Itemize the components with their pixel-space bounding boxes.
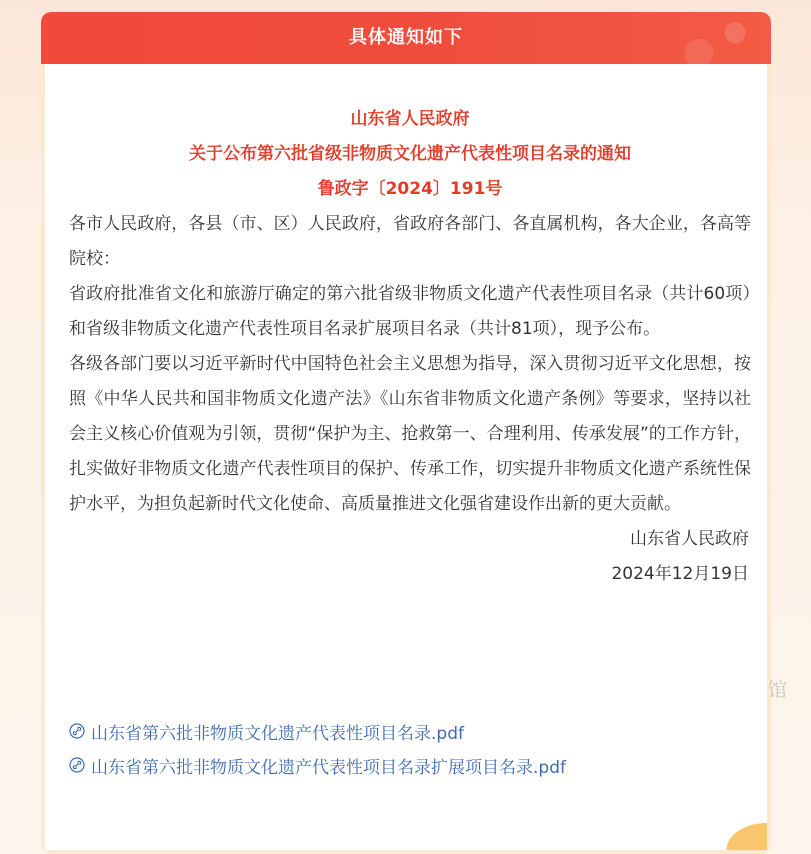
attachment-link-label[interactable]: 山东省第六批非物质文化遗产代表性项目名录扩展项目名录.pdf [91,757,566,778]
attachment-link-label[interactable]: 山东省第六批非物质文化遗产代表性项目名录.pdf [91,723,464,744]
notice-paragraph: 各级各部门要以习近平新时代中国特色社会主义思想为指导，深入贯彻习近平文化思想，按照《中华人民共和国非物质文化遗产法》《山东省非物质文化遗产条例》等要求，坚持以社会主义核心价值观为引领，贯彻“保护为主、抢救第一、合理利用、传承发展”的工作方针，扎实做好非物质文化遗产代表性项目的保护、传承工作，切实提升非物质文化遗产系统性保护水平，为担负起新时代文化使命、高质量推进文化强省建设作出新的更大贡献。 [69,354,751,514]
attachment-link[interactable] [69,714,751,748]
corner-decoration [677,790,767,850]
card-body [45,64,767,850]
notice-paragraph: 省政府批准省文化和旅游厅确定的第六批省级非物质文化遗产代表性项目名录（共计60项）和省级非物质文化遗产代表性项目名录扩展项目名录（共计81项），现予公布。 [69,284,751,339]
notice-card [41,12,771,854]
notice-doc-number: 鲁政字〔2024〕191号 [317,179,503,199]
notice-content [69,102,751,592]
attachment-link[interactable] [69,748,751,782]
card-header [41,12,771,64]
link-icon [69,757,85,773]
notice-paragraph: 各市人民政府，各县（市、区）人民政府，省政府各部门、各直属机构，各大企业，各高等院校： [69,214,751,269]
notice-date: 2024年12月19日 [611,564,749,584]
notice-signature: 山东省人民政府 [630,529,749,549]
card-header-title: 具体通知如下 [349,27,463,48]
side-text: 馆 [768,679,788,701]
notice-title: 关于公布第六批省级非物质文化遗产代表性项目名录的通知 [189,144,631,164]
link-icon [69,723,85,739]
attachment-list [69,714,751,782]
notice-issuer: 山东省人民政府 [350,109,470,129]
